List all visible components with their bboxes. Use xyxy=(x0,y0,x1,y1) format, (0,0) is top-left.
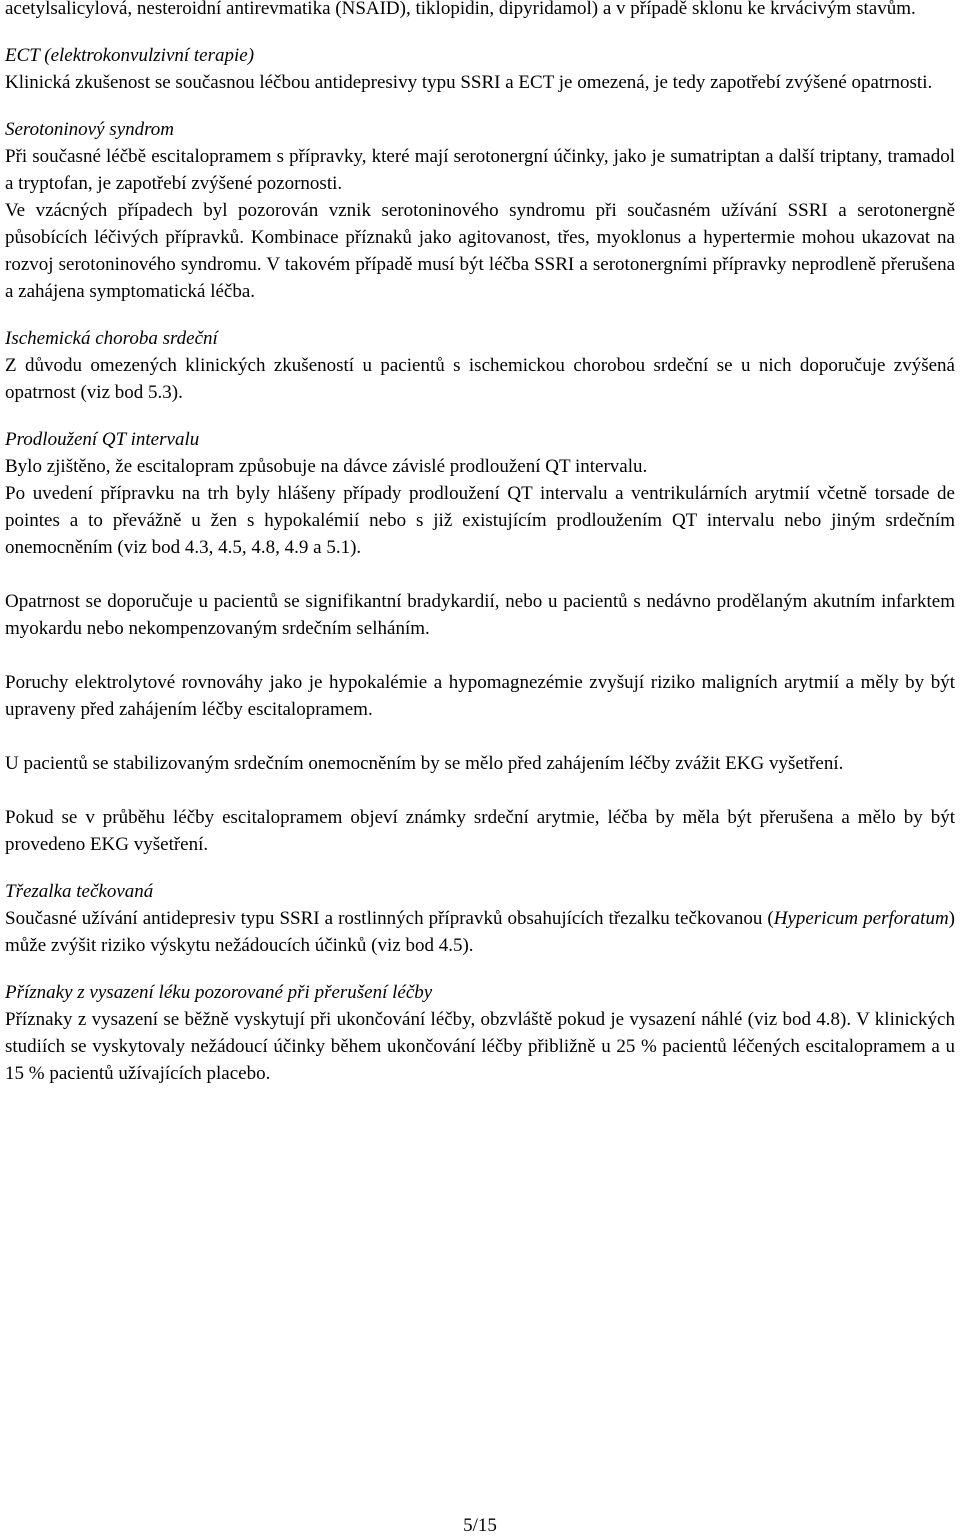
spacer xyxy=(5,406,955,426)
latin-name: Hypericum perforatum xyxy=(773,908,949,929)
paragraph-ischemic: Z důvodu omezených klinických zkušeností u pacientů s ischemickou chorobou srdeční se u nich doporučuje zvýšená opatrnost (viz bod 5.3). xyxy=(5,355,955,403)
paragraph-text: ) může zvýšit riziko výskytu nežádoucích účinků (viz bod 4.5). xyxy=(5,908,955,956)
section-heading-ischemic: Ischemická choroba srdeční xyxy=(5,328,218,349)
paragraph-stabilized-patients: U pacientů se stabilizovaným srdečním onemocněním by se mělo před zahájením léčby zvážit EKG vyšetření. xyxy=(5,753,844,774)
paragraph-bleeding-continuation: acetylsalicylová, nesteroidní antirevmatika (NSAID), tiklopidin, dipyridamol) a v případě sklonu ke krvácivým stavům. xyxy=(5,0,916,19)
paragraph-serotonin-1: Při současné léčbě escitalopramem s přípravky, které mají serotonergní účinky, jako je sumatriptan a další triptany, tramadol a tryptofan, je zapotřebí zvýšené pozornosti. xyxy=(5,146,955,194)
paragraph-ect: Klinická zkušenost se současnou léčbou antidepresivy typu SSRI a ECT je omezená, je tedy zapotřebí zvýšené opatrnosti. xyxy=(5,72,933,93)
page-number: 5/15 xyxy=(463,1515,497,1536)
section-heading-qt: Prodloužení QT intervalu xyxy=(5,429,200,450)
spacer xyxy=(5,858,955,878)
spacer xyxy=(5,96,955,116)
spacer xyxy=(5,561,955,588)
spacer xyxy=(5,723,955,750)
section-heading-serotonin-syndrome: Serotoninový syndrom xyxy=(5,119,175,140)
spacer xyxy=(5,777,955,804)
spacer xyxy=(5,305,955,325)
spacer xyxy=(5,642,955,669)
paragraph-qt-2: Po uvedení přípravku na trh byly hlášeny případy prodloužení QT intervalu a ventrikulárních arytmií včetně torsade de pointes a to převážně u žen s hypokalémií nebo s již existujícím prodloužením QT intervalu nebo jiným srdečním onemocněním (viz bod 4.3, 4.5, 4.8, 4.9 a 5.1). xyxy=(5,483,955,558)
spacer xyxy=(5,22,955,42)
paragraph-electrolytes: Poruchy elektrolytové rovnováhy jako je hypokalémie a hypomagnezémie zvyšují riziko maligních arytmií a měly by být upraveny před zahájením léčby escitalopramem. xyxy=(5,672,955,720)
document-page xyxy=(5,0,955,1087)
paragraph-arrhythmia: Pokud se v průběhu léčby escitalopramem objeví známky srdeční arytmie, léčba by měla být přerušena a mělo by být provedeno EKG vyšetření. xyxy=(5,807,955,855)
section-heading-ect: ECT (elektrokonvulzivní terapie) xyxy=(5,45,255,66)
section-heading-st-johns-wort: Třezalka tečkovaná xyxy=(5,881,154,902)
paragraph-qt-1: Bylo zjištěno, že escitalopram způsobuje na dávce závislé prodloužení QT intervalu. xyxy=(5,456,648,477)
section-heading-withdrawal: Příznaky z vysazení léku pozorované při přerušení léčby xyxy=(5,982,433,1003)
paragraph-bradycardia: Opatrnost se doporučuje u pacientů se signifikantní bradykardií, nebo u pacientů s nedávno prodělaným akutním infarktem myokardu nebo nekompenzovaným srdečním selháním. xyxy=(5,591,955,639)
paragraph-withdrawal: Příznaky z vysazení se běžně vyskytují při ukončování léčby, obzvláště pokud je vysazení náhlé (viz bod 4.8). V klinických studiích se vyskytovaly nežádoucí účinky během ukončování léčby přibližně u 25 % pacientů léčených escitalopramem a u 15 % pacientů užívajících placebo. xyxy=(5,1009,955,1084)
paragraph-st-johns-wort xyxy=(5,905,955,959)
paragraph-serotonin-2: Ve vzácných případech byl pozorován vznik serotoninového syndromu při současném užívání SSRI a serotonergně působících léčivých přípravků. Kombinace příznaků jako agitovanost, třes, myoklonus a hypertermie mohou ukazovat na rozvoj serotoninového syndromu. V takovém případě musí být léčba SSRI a serotonergními přípravky neprodleně přerušena a zahájena symptomatická léčba. xyxy=(5,200,955,302)
paragraph-text: Současné užívání antidepresiv typu SSRI a rostlinných přípravků obsahujících třezalku tečkovanou ( xyxy=(5,908,774,929)
spacer xyxy=(5,959,955,979)
